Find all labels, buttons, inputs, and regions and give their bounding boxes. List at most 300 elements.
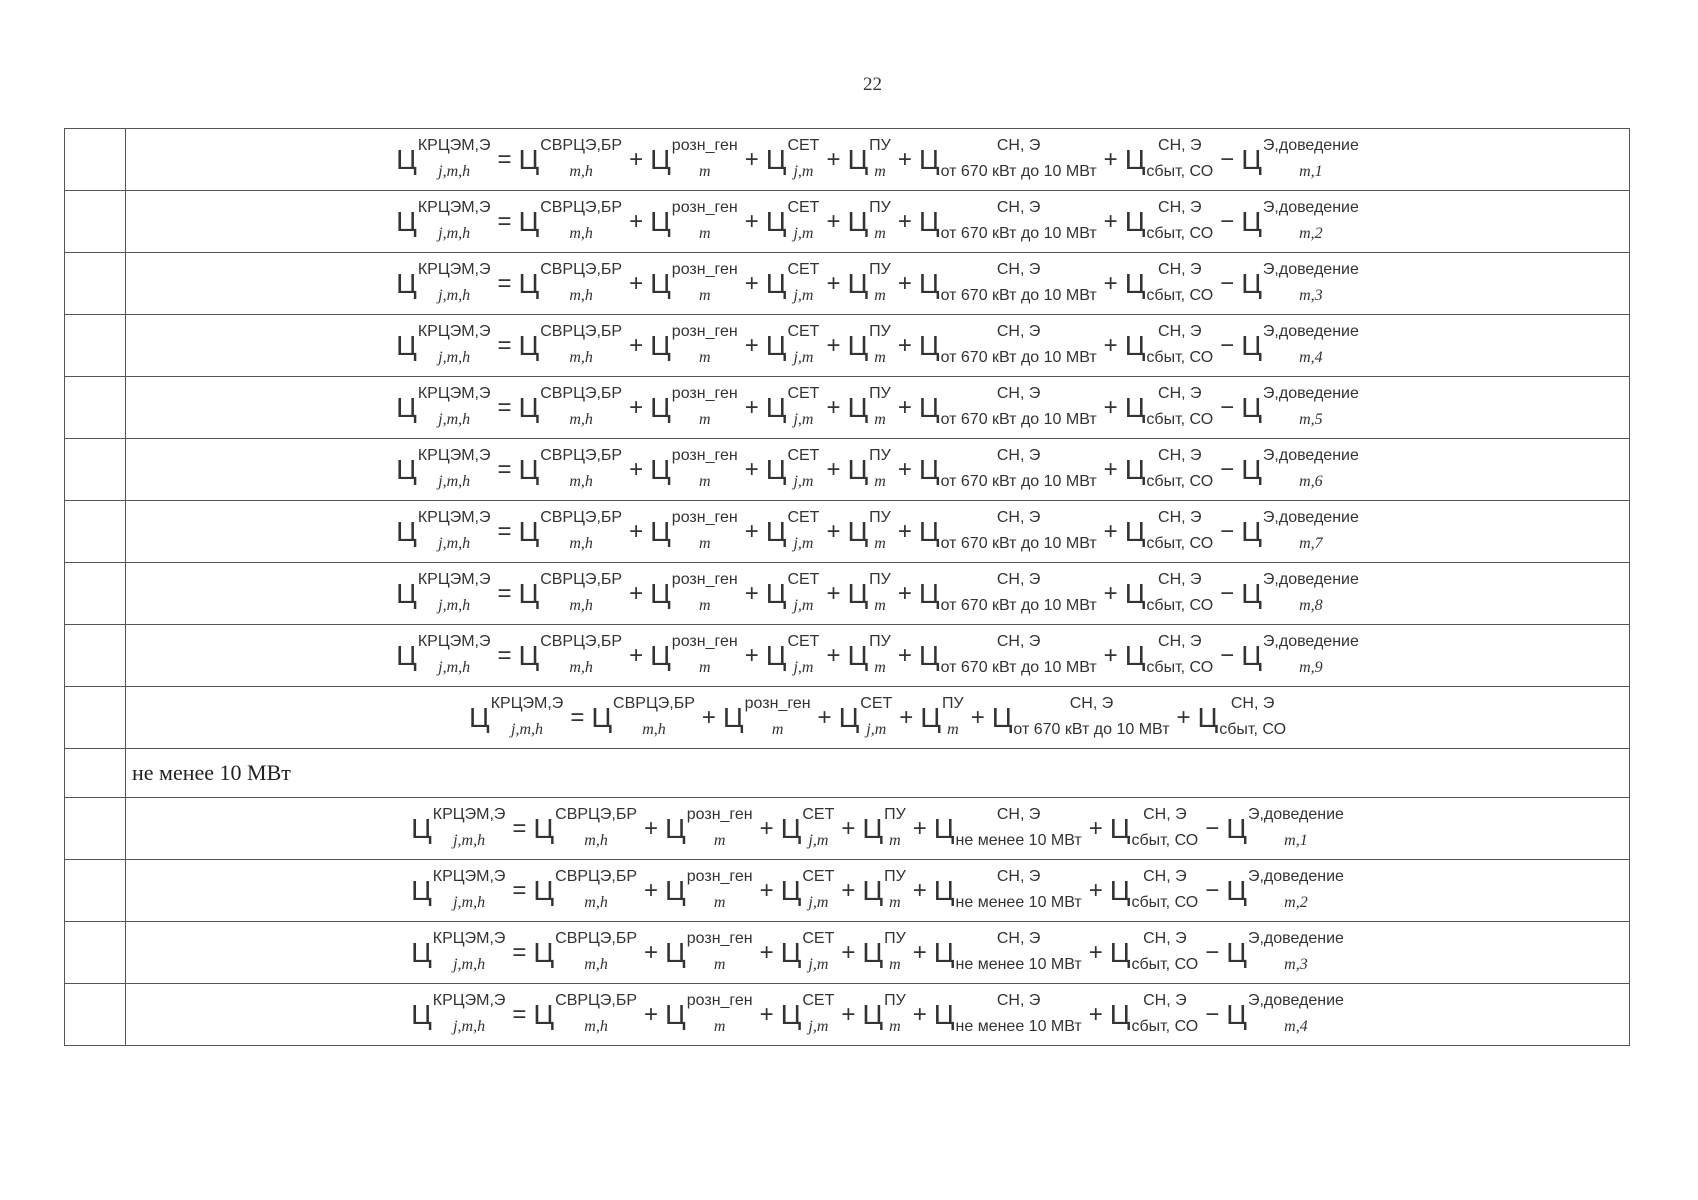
margin-cell <box>65 798 126 860</box>
formula <box>396 446 1359 490</box>
symbol-subscript: m <box>889 1017 901 1035</box>
pu-term <box>847 322 891 366</box>
symbol-superscript: СВРЦЭ,БР <box>555 991 637 1009</box>
operator-minus: − <box>1220 145 1235 173</box>
symbol-superscript: ПУ <box>869 136 891 154</box>
symbol-scripts <box>1219 694 1287 738</box>
symbol-subscript: j,m <box>793 596 814 614</box>
symbol-subscript: m <box>698 596 711 614</box>
operator-minus: − <box>1220 517 1235 545</box>
symbol-base: Ц <box>1241 329 1262 361</box>
svrcz-price-term <box>518 384 623 428</box>
symbol-scripts <box>540 198 623 242</box>
symbol-superscript: ПУ <box>869 384 891 402</box>
rozn-gen-term <box>650 446 738 490</box>
symbol-superscript: КРЦЭМ,Э <box>417 384 491 402</box>
sbyt-term <box>1124 198 1214 242</box>
symbol-subscript: m <box>713 893 726 911</box>
symbol-scripts <box>940 384 1097 428</box>
svrcz-price-term <box>533 929 637 973</box>
symbol-base: Ц <box>1109 874 1131 906</box>
symbol-superscript: КРЦЭМ,Э <box>417 260 491 278</box>
symbol-base: Ц <box>918 391 940 423</box>
symbol-scripts <box>686 991 753 1035</box>
operator-plus: + <box>841 938 856 966</box>
operator-plus: + <box>897 331 912 359</box>
symbol-scripts <box>432 805 506 849</box>
symbol-scripts <box>869 260 891 304</box>
formula-cell <box>126 687 1630 749</box>
symbol-subscript: не менее 10 МВт <box>955 955 1082 973</box>
symbol-base: Ц <box>847 515 869 547</box>
formula <box>468 694 1287 738</box>
result-price-term <box>411 867 506 911</box>
sbyt-term <box>1109 805 1199 849</box>
symbol-scripts <box>417 570 491 614</box>
operator-eq: = <box>497 641 512 669</box>
symbol-base: Ц <box>396 143 417 175</box>
symbol-subscript: m <box>889 831 901 849</box>
symbol-superscript: розн_ген <box>671 136 738 154</box>
margin-cell <box>65 749 126 798</box>
symbol-subscript: m <box>874 658 886 676</box>
symbol-subscript: m,4 <box>1284 1017 1308 1035</box>
symbol-subscript: сбыт, СО <box>1219 720 1287 738</box>
symbol-subscript: от 670 кВт до 10 МВт <box>940 224 1097 242</box>
symbol-subscript: сбыт, СО <box>1146 410 1214 428</box>
symbol-superscript: розн_ген <box>671 632 738 650</box>
symbol-scripts <box>613 694 695 738</box>
sn-term <box>991 694 1170 738</box>
sbyt-term <box>1109 867 1199 911</box>
symbol-subscript: j,m,h <box>453 893 486 911</box>
formula <box>396 198 1359 242</box>
symbol-scripts <box>1131 991 1199 1035</box>
svrcz-price-term <box>533 805 637 849</box>
symbol-scripts <box>869 322 891 366</box>
symbol-subscript: сбыт, СО <box>1131 893 1199 911</box>
network-term <box>765 570 820 614</box>
symbol-base: Ц <box>1226 874 1247 906</box>
operator-plus: + <box>912 814 927 842</box>
sn-term <box>933 805 1082 849</box>
symbol-subscript: от 670 кВт до 10 МВт <box>940 410 1097 428</box>
operator-plus: + <box>897 641 912 669</box>
symbol-subscript: сбыт, СО <box>1146 596 1214 614</box>
network-term <box>765 384 820 428</box>
operator-plus: + <box>826 207 841 235</box>
operator-plus: + <box>744 269 759 297</box>
symbol-subscript: m,h <box>569 286 593 304</box>
margin-cell <box>65 439 126 501</box>
sbyt-term <box>1124 384 1214 428</box>
symbol-base: Ц <box>847 329 869 361</box>
symbol-scripts <box>540 322 623 366</box>
symbol-subscript: m <box>874 224 886 242</box>
symbol-subscript: сбыт, СО <box>1146 224 1214 242</box>
formula-row <box>65 191 1630 253</box>
operator-plus: + <box>1103 641 1118 669</box>
symbol-base: Ц <box>933 998 955 1030</box>
formula-row <box>65 315 1630 377</box>
symbol-superscript: КРЦЭМ,Э <box>417 446 491 464</box>
formula-table-body <box>65 129 1630 1046</box>
operator-plus: + <box>826 145 841 173</box>
pu-term <box>847 136 891 180</box>
symbol-subscript: m,h <box>569 658 593 676</box>
operator-plus: + <box>897 517 912 545</box>
symbol-base: Ц <box>1226 936 1247 968</box>
formula-cell <box>126 563 1630 625</box>
symbol-subscript: m <box>874 534 886 552</box>
operator-minus: − <box>1220 393 1235 421</box>
network-term <box>780 929 835 973</box>
symbol-subscript: j,m <box>793 348 814 366</box>
formula-row <box>65 798 1630 860</box>
operator-plus: + <box>1103 517 1118 545</box>
symbol-base: Ц <box>1197 701 1219 733</box>
formula <box>396 632 1359 676</box>
result-price-term <box>396 136 491 180</box>
formula-cell <box>126 860 1630 922</box>
symbol-subscript: j,m,h <box>438 658 471 676</box>
operator-plus: + <box>744 579 759 607</box>
symbol-superscript: СН, Э <box>1158 322 1202 340</box>
symbol-base: Ц <box>518 639 540 671</box>
symbol-base: Ц <box>533 936 555 968</box>
symbol-scripts <box>955 991 1082 1035</box>
formula <box>396 570 1359 614</box>
result-price-term <box>396 446 491 490</box>
symbol-scripts <box>417 508 491 552</box>
formula-cell <box>126 501 1630 563</box>
formula <box>396 508 1359 552</box>
operator-plus: + <box>629 331 644 359</box>
symbol-base: Ц <box>396 577 417 609</box>
symbol-superscript: розн_ген <box>686 929 753 947</box>
operator-plus: + <box>759 938 774 966</box>
formula-row <box>65 377 1630 439</box>
symbol-scripts <box>1262 508 1359 552</box>
symbol-scripts <box>1262 384 1359 428</box>
symbol-scripts <box>940 508 1097 552</box>
symbol-subscript: не менее 10 МВт <box>955 893 1082 911</box>
symbol-scripts <box>869 136 891 180</box>
symbol-superscript: СН, Э <box>1143 991 1187 1009</box>
symbol-scripts <box>555 929 637 973</box>
symbol-superscript: Э,доведение <box>1247 991 1344 1009</box>
sbyt-term <box>1109 929 1199 973</box>
symbol-base: Ц <box>1124 515 1146 547</box>
dovedenie-term <box>1226 805 1344 849</box>
symbol-superscript: КРЦЭМ,Э <box>417 632 491 650</box>
operator-plus: + <box>629 455 644 483</box>
operator-plus: + <box>629 579 644 607</box>
symbol-subscript: m,h <box>569 534 593 552</box>
symbol-base: Ц <box>665 998 686 1030</box>
symbol-base: Ц <box>1241 639 1262 671</box>
symbol-subscript: j,m,h <box>511 720 543 738</box>
symbol-subscript: сбыт, СО <box>1131 831 1199 849</box>
rozn-gen-term <box>665 991 753 1035</box>
symbol-base: Ц <box>650 577 671 609</box>
pu-term <box>847 508 891 552</box>
symbol-superscript: СН, Э <box>996 805 1041 823</box>
symbol-base: Ц <box>1109 936 1131 968</box>
operator-plus: + <box>744 331 759 359</box>
operator-eq: = <box>497 207 512 235</box>
symbol-superscript: Э,доведение <box>1247 929 1344 947</box>
symbol-base: Ц <box>862 998 884 1030</box>
symbol-superscript: розн_ген <box>671 446 738 464</box>
symbol-subscript: j,m,h <box>438 286 471 304</box>
symbol-scripts <box>540 632 623 676</box>
symbol-base: Ц <box>765 329 787 361</box>
symbol-scripts <box>671 570 738 614</box>
symbol-subscript: m,h <box>569 472 593 490</box>
result-price-term <box>468 694 564 738</box>
formula-cell <box>126 315 1630 377</box>
symbol-base: Ц <box>1241 205 1262 237</box>
symbol-subscript: m,h <box>584 955 608 973</box>
symbol-base: Ц <box>518 205 540 237</box>
symbol-subscript: сбыт, СО <box>1146 534 1214 552</box>
operator-eq: = <box>497 393 512 421</box>
operator-plus: + <box>897 269 912 297</box>
symbol-superscript: СВРЦЭ,БР <box>555 867 637 885</box>
symbol-subscript: m,8 <box>1299 596 1323 614</box>
pu-term <box>847 198 891 242</box>
symbol-scripts <box>802 991 835 1035</box>
symbol-scripts <box>1146 632 1214 676</box>
symbol-superscript: СЕТ <box>802 929 835 947</box>
symbol-scripts <box>787 322 820 366</box>
symbol-scripts <box>869 198 891 242</box>
operator-minus: − <box>1220 455 1235 483</box>
symbol-base: Ц <box>1124 267 1146 299</box>
symbol-superscript: СЕТ <box>802 805 835 823</box>
formula-cell <box>126 129 1630 191</box>
operator-plus: + <box>744 641 759 669</box>
symbol-scripts <box>540 136 623 180</box>
result-price-term <box>396 508 491 552</box>
symbol-scripts <box>1262 260 1359 304</box>
symbol-superscript: СН, Э <box>1069 694 1114 712</box>
symbol-superscript: ПУ <box>869 260 891 278</box>
svrcz-price-term <box>518 322 623 366</box>
symbol-base: Ц <box>847 639 869 671</box>
symbol-subscript: m <box>698 472 711 490</box>
symbol-scripts <box>671 136 738 180</box>
symbol-scripts <box>787 198 820 242</box>
rozn-gen-term <box>650 570 738 614</box>
symbol-base: Ц <box>665 874 686 906</box>
symbol-base: Ц <box>1241 143 1262 175</box>
symbol-subscript: m <box>713 1017 726 1035</box>
symbol-subscript: m,h <box>569 596 593 614</box>
symbol-scripts <box>884 805 906 849</box>
symbol-superscript: СН, Э <box>996 632 1041 650</box>
dovedenie-term <box>1241 570 1359 614</box>
symbol-superscript: ПУ <box>884 929 906 947</box>
symbol-scripts <box>671 508 738 552</box>
symbol-superscript: СН, Э <box>1143 805 1187 823</box>
symbol-superscript: ПУ <box>869 198 891 216</box>
symbol-scripts <box>869 446 891 490</box>
symbol-scripts <box>540 260 623 304</box>
symbol-subscript: m <box>698 410 711 428</box>
symbol-base: Ц <box>918 577 940 609</box>
symbol-base: Ц <box>396 391 417 423</box>
formula <box>396 260 1359 304</box>
formula-row <box>65 563 1630 625</box>
symbol-subscript: от 670 кВт до 10 МВт <box>940 658 1097 676</box>
symbol-base: Ц <box>838 701 860 733</box>
symbol-base: Ц <box>933 812 955 844</box>
symbol-superscript: СН, Э <box>1158 260 1202 278</box>
symbol-superscript: розн_ген <box>671 384 738 402</box>
symbol-subscript: m,7 <box>1299 534 1323 552</box>
symbol-scripts <box>540 570 623 614</box>
symbol-base: Ц <box>918 639 940 671</box>
symbol-base: Ц <box>650 639 671 671</box>
sn-term <box>933 929 1082 973</box>
pu-term <box>862 929 906 973</box>
symbol-base: Ц <box>862 874 884 906</box>
operator-plus: + <box>744 393 759 421</box>
operator-plus: + <box>826 269 841 297</box>
symbol-subscript: j,m,h <box>453 1017 486 1035</box>
result-price-term <box>396 198 491 242</box>
operator-plus: + <box>1103 145 1118 173</box>
symbol-scripts <box>540 508 623 552</box>
network-term <box>765 632 820 676</box>
symbol-base: Ц <box>1124 329 1146 361</box>
symbol-scripts <box>787 384 820 428</box>
symbol-base: Ц <box>918 143 940 175</box>
symbol-subscript: сбыт, СО <box>1146 162 1214 180</box>
symbol-scripts <box>787 136 820 180</box>
symbol-superscript: СВРЦЭ,БР <box>555 805 637 823</box>
dovedenie-term <box>1241 198 1359 242</box>
symbol-superscript: СЕТ <box>802 867 835 885</box>
symbol-scripts <box>940 198 1097 242</box>
symbol-superscript: КРЦЭМ,Э <box>417 508 491 526</box>
symbol-base: Ц <box>780 812 802 844</box>
operator-plus: + <box>759 814 774 842</box>
dovedenie-term <box>1241 260 1359 304</box>
network-term <box>780 991 835 1035</box>
operator-plus: + <box>744 517 759 545</box>
network-term <box>765 136 820 180</box>
sn-term <box>918 570 1097 614</box>
symbol-base: Ц <box>650 205 671 237</box>
symbol-subscript: m <box>874 348 886 366</box>
formula-row <box>65 984 1630 1046</box>
symbol-superscript: розн_ген <box>671 260 738 278</box>
symbol-superscript: ПУ <box>884 991 906 1009</box>
margin-cell <box>65 253 126 315</box>
symbol-superscript: СЕТ <box>787 198 820 216</box>
symbol-base: Ц <box>918 267 940 299</box>
symbol-superscript: розн_ген <box>671 322 738 340</box>
symbol-base: Ц <box>518 391 540 423</box>
margin-cell <box>65 191 126 253</box>
symbol-subscript: j,m <box>866 720 887 738</box>
symbol-subscript: не менее 10 МВт <box>955 1017 1082 1035</box>
symbol-scripts <box>1262 136 1359 180</box>
operator-plus: + <box>841 814 856 842</box>
sn-term <box>918 508 1097 552</box>
operator-plus: + <box>759 876 774 904</box>
symbol-base: Ц <box>1241 267 1262 299</box>
symbol-scripts <box>1131 867 1199 911</box>
symbol-base: Ц <box>862 936 884 968</box>
symbol-scripts <box>940 570 1097 614</box>
operator-plus: + <box>912 876 927 904</box>
symbol-base: Ц <box>518 329 540 361</box>
symbol-subscript: j,m,h <box>438 534 471 552</box>
symbol-superscript: СВРЦЭ,БР <box>540 446 623 464</box>
symbol-scripts <box>787 508 820 552</box>
section-row <box>65 749 1630 798</box>
pu-term <box>847 570 891 614</box>
symbol-subscript: m,2 <box>1299 224 1323 242</box>
symbol-subscript: m,h <box>569 410 593 428</box>
sn-term <box>918 198 1097 242</box>
symbol-superscript: СЕТ <box>802 991 835 1009</box>
symbol-scripts <box>671 260 738 304</box>
operator-plus: + <box>817 703 832 731</box>
symbol-scripts <box>671 384 738 428</box>
symbol-subscript: m <box>874 410 886 428</box>
symbol-superscript: СЕТ <box>787 322 820 340</box>
network-term <box>765 508 820 552</box>
operator-minus: − <box>1205 876 1220 904</box>
symbol-subscript: m <box>889 893 901 911</box>
symbol-superscript: СН, Э <box>1143 929 1187 947</box>
symbol-base: Ц <box>722 701 744 733</box>
symbol-subscript: m <box>698 348 711 366</box>
svrcz-price-term <box>518 260 623 304</box>
symbol-scripts <box>1131 929 1199 973</box>
symbol-base: Ц <box>847 453 869 485</box>
dovedenie-term <box>1226 929 1344 973</box>
sn-term <box>933 991 1082 1035</box>
formula-cell <box>126 377 1630 439</box>
symbol-scripts <box>860 694 893 738</box>
operator-plus: + <box>629 517 644 545</box>
symbol-superscript: СН, Э <box>996 446 1041 464</box>
symbol-superscript: КРЦЭМ,Э <box>490 694 564 712</box>
formula-row <box>65 860 1630 922</box>
symbol-subscript: сбыт, СО <box>1146 472 1214 490</box>
symbol-scripts <box>1146 260 1214 304</box>
symbol-base: Ц <box>396 515 417 547</box>
symbol-base: Ц <box>765 639 787 671</box>
result-price-term <box>396 322 491 366</box>
symbol-base: Ц <box>591 701 613 733</box>
symbol-superscript: СН, Э <box>1158 384 1202 402</box>
symbol-subscript: m <box>698 534 711 552</box>
formula-row <box>65 129 1630 191</box>
symbol-scripts <box>940 446 1097 490</box>
formula <box>411 991 1344 1035</box>
dovedenie-term <box>1241 632 1359 676</box>
symbol-base: Ц <box>1241 515 1262 547</box>
dovedenie-term <box>1241 384 1359 428</box>
operator-minus: − <box>1220 331 1235 359</box>
